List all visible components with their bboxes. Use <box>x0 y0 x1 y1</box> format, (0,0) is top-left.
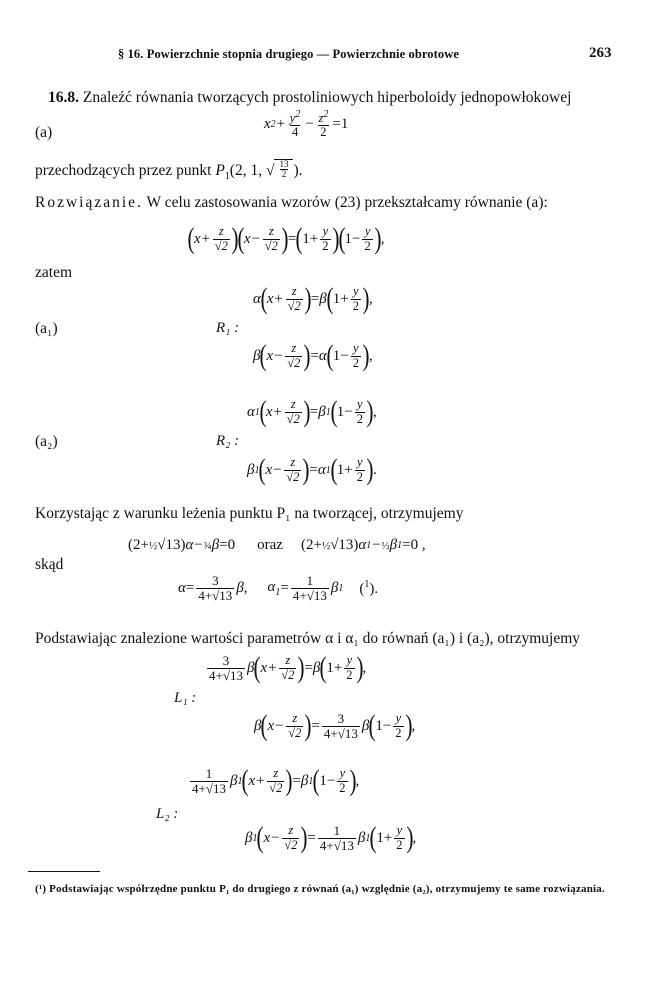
condition-equations: (2+ ½ √13) α− ¾ β =0 oraz (2+ ½ √13) α 1 − ½ β 1 =0 , <box>128 537 426 553</box>
equation-transformed: ( x+ $\frac{z}{√2}$ ) ( x− $\frac{z}{√2}$ ) = ( 1+ $\frac{y}{2}$ ) ( 1− $\frac{y}{2}$ ) , <box>187 222 385 255</box>
problem-statement: Znaleźć równania tworzących prostoliniowych hiperboloidy jednopowłokowej <box>82 89 572 106</box>
eq-L2-second: β 1 ( x− $\frac{z}{√2}$ ) = $\frac{1}{4+√13}$ β 1 ( 1+ $\frac{y}{2}$ ) , <box>245 821 417 854</box>
skad-word: skąd <box>35 556 64 573</box>
footnote: (¹) Podstawiając współrzędne punktu P₁ do drugiego z równań (a₁) względnie (a₂), otrzymujemy te same rozwiązania. <box>35 883 605 895</box>
page-number: 263 <box>589 45 612 61</box>
alpha-values: α = $\frac{3}{4+√13}$ β , $\alpha_1$ = $\frac{1}{4+√13}$ β 1 ($^1$). <box>178 573 379 603</box>
substitute-text: Podstawiając znalezione wartości parametrów α i α₁ do równań (a₁) i (a₂), otrzymujemy <box>35 630 581 647</box>
point-p1: P <box>215 161 225 179</box>
eq-L1-second: β ( x− $\frac{z}{√2}$ ) = $\frac{3}{4+√13}$ β ( 1− $\frac{y}{2}$ ) , <box>254 709 416 742</box>
solution-intro-line <box>35 194 548 212</box>
label-a1: (a₁) <box>35 320 58 337</box>
eq-label-a: (a) <box>35 124 53 141</box>
eq-R2-second: β 1 ( x− $\frac{z}{√2}$ ) = α 1 ( 1+ $\frac{y}{2}$ ) . <box>247 453 377 486</box>
condition-text: Korzystając z warunku leżenia punktu P₁ na tworzącej, otrzymujemy <box>35 505 464 522</box>
through-point-line: przechodzących przez punkt $P_1(2$, 1, √ $\frac{13}{2}$ ). <box>35 159 303 182</box>
footnote-rule <box>28 871 100 872</box>
eq-R1-first: α ( x+ $\frac{z}{√2}$ ) = β ( 1+ $\frac{y}{2}$ ) , <box>253 282 373 315</box>
equation-a: x 2 + $\frac{y^2}{4}$ − $\frac{z^2}{2}$ =1 <box>264 109 349 140</box>
eq-R1-second: β ( x− $\frac{z}{√2}$ ) = α ( 1− $\frac{y}{2}$ ) , <box>253 339 373 372</box>
eq-L2-first: $\frac{1}{4+√13}$ β 1 ( x+ $\frac{z}{√2}$ ) = β 1 ( 1− $\frac{y}{2}$ ) , <box>192 764 360 797</box>
eq-L1-first: $\frac{3}{4+√13}$ β ( x+ $\frac{z}{√2}$ ) = β ( 1+ $\frac{y}{2}$ ) , <box>209 651 367 684</box>
label-L1: L₁ : <box>174 690 197 706</box>
label-a2: (a₂) <box>35 433 58 450</box>
solution-heading: Rozwiązanie. <box>35 194 143 211</box>
label-R2: R₂ : <box>216 433 240 449</box>
through-point-text: przechodzących przez punkt <box>35 161 212 179</box>
label-L2: L₂ : <box>156 806 179 822</box>
solution-intro: W celu zastosowania wzorów (23) przekształcamy równanie (a): <box>146 194 548 211</box>
oraz-word: oraz <box>257 537 283 553</box>
problem-number: 16.8. <box>48 89 79 106</box>
zatem-word: zatem <box>35 264 73 281</box>
eq-R2-first: α 1 ( x+ $\frac{z}{√2}$ ) = β 1 ( 1− $\frac{y}{2}$ ) , <box>247 395 377 428</box>
label-R1: R₁ : <box>216 320 240 336</box>
running-header: § 16. Powierzchnie stopnia drugiego — Powierzchnie obrotowe <box>118 47 460 61</box>
problem-statement-line <box>48 89 571 107</box>
